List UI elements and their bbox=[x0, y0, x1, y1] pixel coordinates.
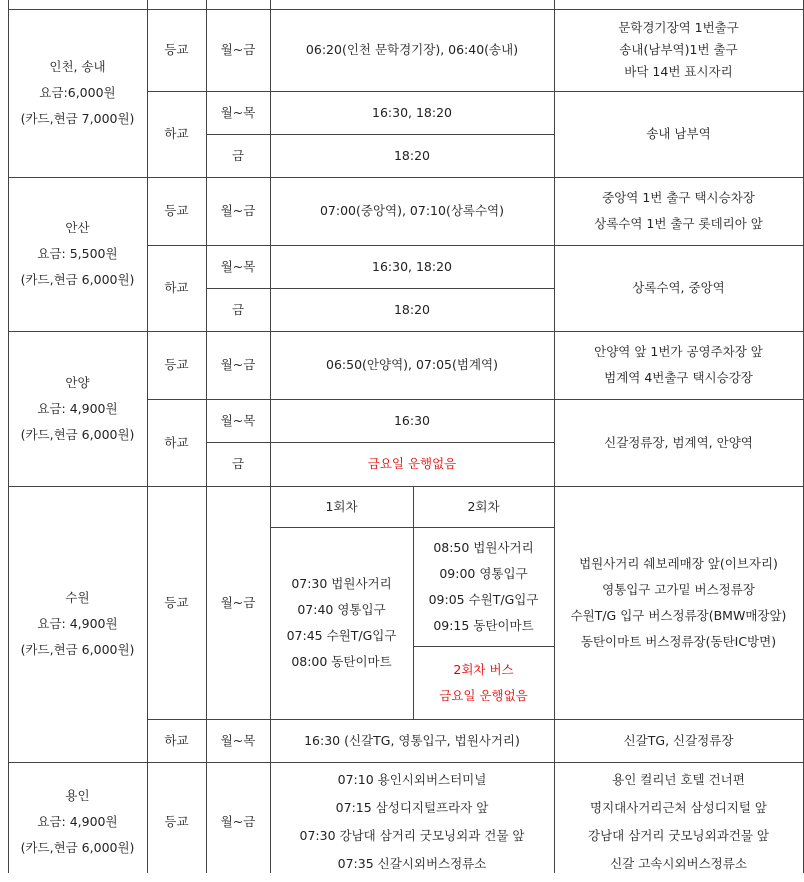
region-name: 용인 bbox=[65, 788, 90, 803]
region-cell-ansan bbox=[8, 177, 147, 331]
direction-cell: 등교 bbox=[164, 203, 189, 218]
region-fare: 요금: 5,500원 bbox=[37, 246, 118, 261]
stops-cell: 문학경기장역 1번출구 송내(남부역)1번 출구 바닥 14번 표시자리 bbox=[618, 20, 739, 79]
region-fare: 요금:6,000원 bbox=[39, 85, 116, 100]
region-fare: 요금: 4,900원 bbox=[37, 814, 118, 829]
times-cell: 16:30 (신갈TG, 영통입구, 법원사거리) bbox=[304, 732, 520, 748]
region-cell-anyang bbox=[8, 331, 147, 486]
round2-header: 2회차 bbox=[467, 498, 500, 514]
region-name: 수원 bbox=[65, 590, 90, 605]
region-fare: 요금: 4,900원 bbox=[37, 616, 118, 631]
times-cell: 06:20(인천 문학경기장), 06:40(송내) bbox=[305, 42, 519, 57]
days-cell: 월~금 bbox=[220, 203, 256, 218]
region-fare-cash: (카드,현금 6,000원) bbox=[20, 840, 135, 855]
region-fare-cash: (카드,현금 6,000원) bbox=[20, 426, 135, 442]
times-cell: 06:50(안양역), 07:05(범계역) bbox=[326, 357, 498, 372]
region-cell-suwon bbox=[8, 486, 147, 762]
days-cell: 월~목 bbox=[220, 258, 256, 274]
round1-header: 1회차 bbox=[325, 498, 358, 514]
direction-cell: 하교 bbox=[164, 280, 189, 295]
round2-times: 08:50 법원사거리 09:00 영통입구 09:05 수원T/G입구 09:15 동탄이마트 bbox=[428, 539, 539, 633]
days-cell: 월~목 bbox=[220, 104, 256, 120]
days-cell: 월~금 bbox=[220, 594, 256, 610]
days-cell: 금 bbox=[231, 456, 245, 471]
region-cell-yongin bbox=[8, 762, 147, 882]
days-cell: 월~금 bbox=[220, 357, 256, 372]
days-cell: 월~목 bbox=[220, 732, 256, 748]
stops-cell: 중앙역 1번 출구 택시승차장 상록수역 1번 출구 롯데리아 앞 bbox=[594, 190, 763, 231]
region-name: 안양 bbox=[65, 374, 90, 390]
stops-cell: 용인 컬리넌 호텔 건너편 명지대사거리근처 삼성디지털 앞 강남대 삼거리 굿모닝외과건물 앞 신갈 고속시외버스정류소 bbox=[588, 772, 769, 871]
stops-cell: 신갈TG, 신갈정류장 bbox=[623, 732, 734, 748]
region-cell-incheon bbox=[8, 9, 147, 177]
stops-cell: 상록수역, 중앙역 bbox=[632, 280, 725, 295]
region-name: 안산 bbox=[65, 220, 90, 235]
direction-cell: 하교 bbox=[164, 126, 189, 141]
region-fare: 요금: 4,900원 bbox=[37, 400, 118, 416]
stops-cell: 신갈정류장, 범계역, 안양역 bbox=[604, 434, 753, 450]
direction-cell: 등교 bbox=[164, 42, 189, 57]
days-cell: 월~목 bbox=[220, 412, 256, 428]
round2-no-service-notice: 2회차 버스 금요일 운행없음 bbox=[439, 661, 528, 703]
times-cell: 07:10 용인시외버스터미널 07:15 삼성디지털프라자 앞 07:30 강남대 삼거리 굿모닝외과 건물 앞 07:35 신갈시외버스정류소 bbox=[299, 772, 525, 871]
times-cell: 18:20 bbox=[393, 301, 431, 317]
times-cell: 16:30, 18:20 bbox=[372, 258, 452, 274]
direction-cell: 등교 bbox=[164, 357, 189, 372]
region-fare-cash: (카드,현금 7,000원) bbox=[20, 111, 135, 126]
times-cell: 16:30, 18:20 bbox=[372, 104, 452, 120]
direction-cell: 하교 bbox=[164, 732, 189, 748]
region-fare-cash: (카드,현금 6,000원) bbox=[20, 642, 135, 657]
no-service-notice: 금요일 운행없음 bbox=[367, 456, 457, 471]
days-cell: 월~금 bbox=[220, 814, 256, 829]
times-cell: 18:20 bbox=[393, 147, 431, 163]
times-cell: 07:00(중앙역), 07:10(상록수역) bbox=[319, 203, 505, 218]
days-cell: 금 bbox=[231, 301, 245, 317]
direction-cell: 등교 bbox=[164, 594, 189, 610]
direction-cell: 등교 bbox=[164, 814, 189, 829]
region-name: 인천, 송내 bbox=[49, 59, 106, 74]
days-cell: 금 bbox=[231, 147, 245, 163]
days-cell: 월~금 bbox=[220, 42, 256, 57]
stops-cell: 송내 남부역 bbox=[646, 126, 711, 141]
round1-times: 07:30 법원사거리 07:40 영통입구 07:45 수원T/G입구 08:00 동탄이마트 bbox=[286, 576, 397, 669]
region-fare-cash: (카드,현금 6,000원) bbox=[20, 272, 135, 287]
direction-cell: 하교 bbox=[164, 434, 189, 450]
stops-cell: 법원사거리 쉐보레매장 앞(이브자리) 영통입구 고가밑 버스정류장 수원T/G 입구 버스정류장(BMW매장앞) 동탄이마트 버스정류장(동탄IC방면) bbox=[570, 555, 787, 649]
times-cell: 16:30 bbox=[393, 412, 431, 428]
stops-cell: 안양역 앞 1번가 공영주차장 앞 범계역 4번출구 택시승강장 bbox=[594, 344, 763, 385]
